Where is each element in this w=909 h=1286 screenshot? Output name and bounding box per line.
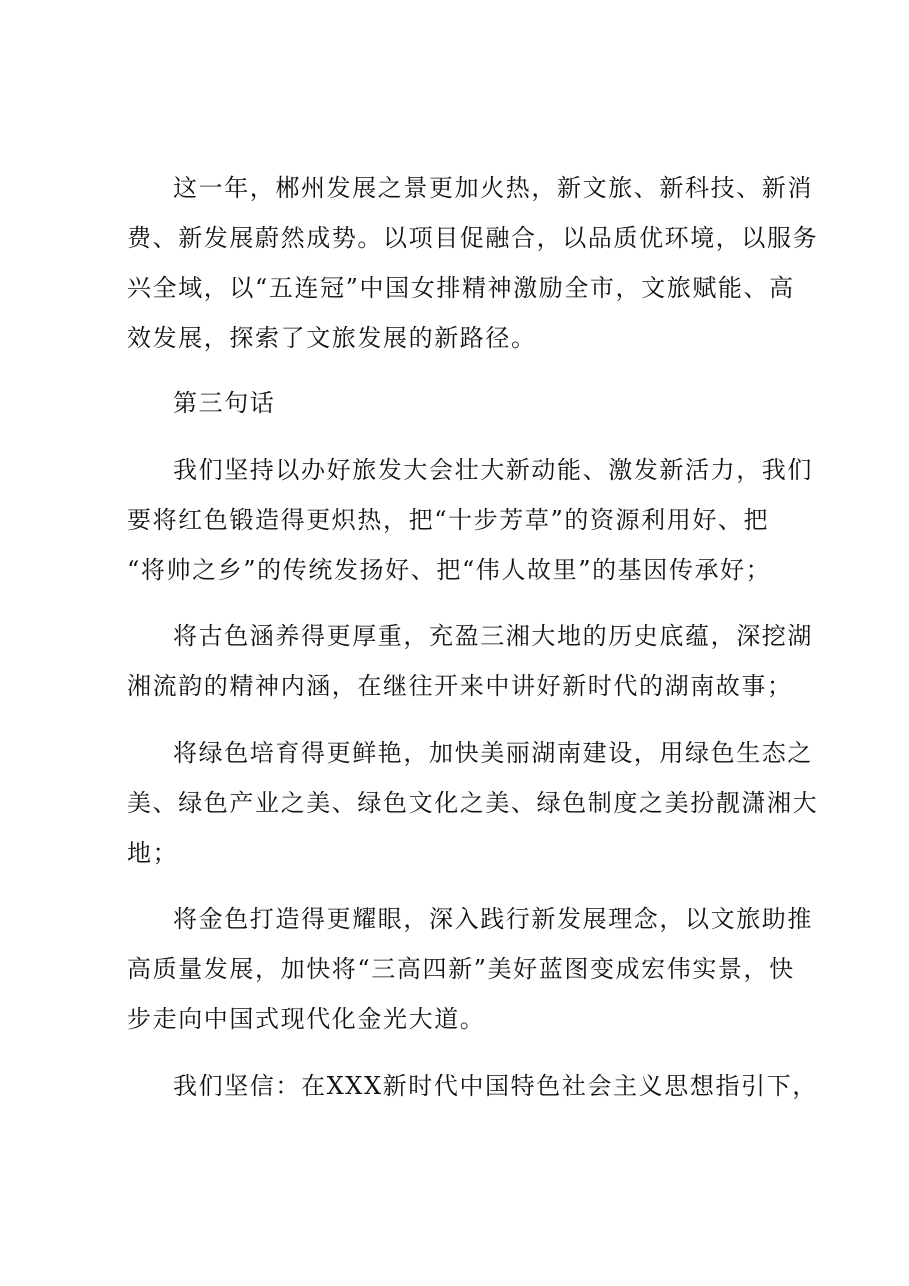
paragraph-line: 要将红色锻造得更炽热，把“十步芳草”的资源利用好、把 bbox=[127, 506, 770, 534]
paragraph-line: 将古色涵养得更厚重，充盈三湘大地的历史底蕴，深挖湖 bbox=[173, 622, 813, 650]
paragraph-line: 我们坚持以办好旅发大会壮大新动能、激发新活力，我们 bbox=[173, 456, 813, 484]
paragraph-line: 将金色打造得更耀眼，深入践行新发展理念，以文旅助推 bbox=[173, 905, 813, 933]
paragraph-line: 地； bbox=[127, 839, 179, 867]
paragraph-line: 费、新发展蔚然成势。以项目促融合，以品质优环境，以服务 bbox=[127, 224, 819, 252]
heading-line: 第三句话 bbox=[173, 389, 276, 417]
paragraph-line: 步走向中国式现代化金光大道。 bbox=[127, 1005, 486, 1033]
paragraph-line: 湘流韵的精神内涵，在继往开来中讲好新时代的湖南故事； bbox=[127, 672, 793, 700]
paragraph-line: 这一年，郴州发展之景更加火热，新文旅、新科技、新消 bbox=[173, 174, 813, 202]
paragraph-line: 高质量发展，加快将“三高四新”美好蓝图变成宏伟实景，快 bbox=[127, 955, 795, 983]
paragraph-line: 美、绿色产业之美、绿色文化之美、绿色制度之美扮靓潇湘大 bbox=[127, 789, 819, 817]
paragraph-line: 兴全域，以“五连冠”中国女排精神激励全市，文旅赋能、高 bbox=[127, 274, 795, 302]
paragraph-line: 效发展，探索了文旅发展的新路径。 bbox=[127, 324, 537, 352]
paragraph-line: 将绿色培育得更鲜艳，加快美丽湖南建设，用绿色生态之 bbox=[173, 739, 813, 767]
paragraph-line: 我们坚信：在XXX新时代中国特色社会主义思想指引下， bbox=[173, 1072, 818, 1100]
paragraph-line: “将帅之乡”的传统发扬好、把“伟人故里”的基因传承好； bbox=[127, 556, 772, 584]
